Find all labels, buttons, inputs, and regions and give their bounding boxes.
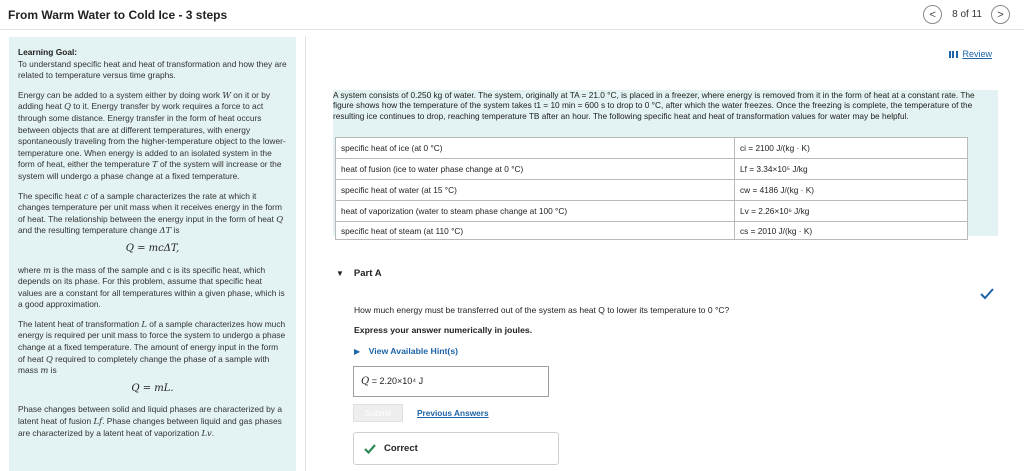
previous-answers-link[interactable]: Previous Answers (417, 408, 489, 418)
problem-statement: A system consists of 0.250 kg of water. The system, originally at TA = 21.0 °C, is placed in a freezer, where energy is removed from it in the form of heat at a constant rate. The figure shows how the temperature of the system takes t1 = 10 min = 600 s to drop to 0 °C, after which the water freezes. Once the freezing is complete, the temperature of the resulting ice continues to drop, reaching temperature TB after an hour. The following specific heat and heat of transformation values for water may be helpful. (333, 90, 975, 121)
part-a-title: Part A (353, 268, 382, 279)
view-hints-link[interactable] (354, 346, 458, 356)
next-item-button[interactable] (991, 5, 1010, 24)
chevron-right-icon: > (997, 8, 1004, 21)
caret-down-icon: ▼ (336, 269, 344, 278)
latent-heat-paragraph: The latent heat of transformation L of a sample characterizes how much energy is required per unit mass to force the system to undergo a phase change at a fixed temperature. The amount of energy input in the form of heat Q required to completely change the phase of a sample with mass m is (18, 318, 286, 376)
correct-label: Correct (384, 443, 418, 454)
constants-table (335, 137, 968, 240)
table-cell-label: specific heat of ice (at 0 °C) (336, 138, 735, 159)
page-count: 8 of 11 (952, 9, 982, 20)
correct-check-icon (364, 444, 376, 454)
panel-divider (305, 36, 306, 471)
learning-goal-panel (9, 37, 296, 471)
question-text: How much energy must be transferred out of the system as heat Q to lower its temperature to 0 °C? (354, 305, 730, 315)
part-a-toggle[interactable] (336, 268, 382, 279)
table-row (336, 222, 968, 240)
table-row (336, 138, 968, 159)
learning-goal-heading: Learning Goal: (18, 47, 78, 57)
learning-goal-text: To understand specific heat and heat of transformation and how they are related to temperature versus time graphs. (18, 58, 287, 81)
answer-value: = 2.20×10⁴ J (371, 376, 424, 386)
table-row (336, 180, 968, 201)
mass-paragraph: where m is the mass of the sample and c is its specific heat, which depends on its phase. For this problem, assume that specific heat values are a constant for all temperatures within a given phase, which is a good approximation. (18, 264, 285, 310)
table-cell-value: cs = 2010 J/(kg · K) (735, 222, 968, 240)
table-row (336, 201, 968, 222)
table-cell-label: heat of fusion (ice to water phase change at 0 °C) (336, 159, 735, 180)
table-cell-value: Lv = 2.26×10⁶ J/kg (735, 201, 968, 222)
energy-paragraph: Energy can be added to a system either by doing work W on it or by adding heat Q to it. Energy transfer by work requires a force to act through some distance. Energy transfer in the form of heat occurs between objects that are at different temperatures, with energy spontaneously traveling from the higher-temperature object to the lower-temperature one. When energy is added to an isolated system in the form of heat, either the temperature T of the system will increase or the system will undergo a phase change at a fixed temperature. (18, 89, 286, 181)
table-cell-label: heat of vaporization (water to steam phase change at 100 °C) (336, 201, 735, 222)
hints-label: View Available Hint(s) (368, 346, 459, 356)
submit-button[interactable]: Submit (353, 404, 403, 422)
top-bar (0, 0, 1024, 30)
table-row (336, 159, 968, 180)
page-title: From Warm Water to Cold Ice - 3 steps (8, 8, 228, 22)
table-cell-value: cw = 4186 J/(kg · K) (735, 180, 968, 201)
table-cell-label: specific heat of steam (at 110 °C) (336, 222, 735, 240)
previous-item-button[interactable] (923, 5, 942, 24)
problem-panel (333, 90, 998, 236)
phase-change-paragraph: Phase changes between solid and liquid phases are characterized by a latent heat of fusion Lf. Phase changes between liquid and gas phases are characterized by a latent heat of vaporization Lv. (18, 404, 282, 438)
table-cell-label: specific heat of water (at 15 °C) (336, 180, 735, 201)
table-cell-value: ci = 2100 J/(kg · K) (735, 138, 968, 159)
specific-heat-paragraph: The specific heat c of a sample characterizes the rate at which it changes temperature per unit mass when it receives energy in the form of heat. The relationship between the energy input in the form of heat Q and the resulting temperature change ΔT is (18, 190, 284, 236)
latent-heat-equation: Q = mL. (131, 382, 174, 394)
review-link[interactable] (949, 49, 992, 59)
review-label: Review (962, 49, 992, 59)
review-icon (949, 51, 958, 58)
table-cell-value: Lf = 3.34×10⁵ J/kg (735, 159, 968, 180)
pager (923, 5, 1010, 24)
chevron-left-icon: < (929, 8, 936, 21)
instruction-text: Express your answer numerically in joules. (354, 325, 533, 335)
answer-variable: Q (361, 376, 370, 387)
check-icon (980, 288, 994, 300)
caret-right-icon: ▶ (354, 347, 361, 356)
answer-field[interactable] (353, 366, 549, 397)
feedback-box (353, 432, 559, 465)
specific-heat-equation: Q = mcΔT, (125, 242, 180, 254)
